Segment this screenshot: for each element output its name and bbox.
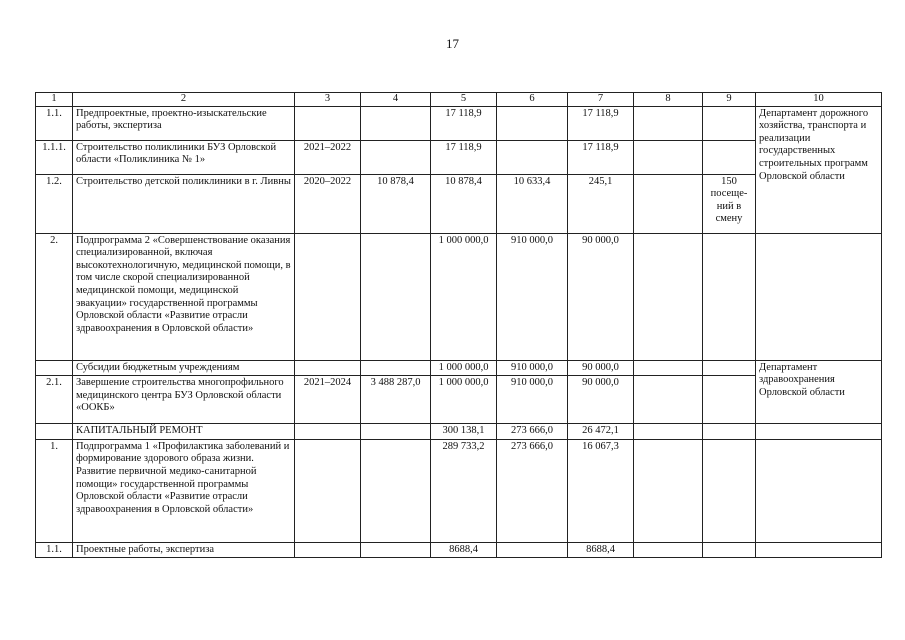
row-col7: 90 000,0: [568, 360, 634, 376]
row-number: [36, 424, 73, 440]
row-col8: [634, 106, 703, 140]
executor-cell: [756, 439, 882, 542]
row-col7: 26 472,1: [568, 424, 634, 440]
row-col6: 273 666,0: [497, 424, 568, 440]
table-row: [36, 233, 882, 360]
row-col6: [497, 106, 568, 140]
program-table: [35, 92, 882, 558]
table-row: [36, 376, 882, 424]
row-col8: [634, 233, 703, 360]
row-name: Строительство поликлиники БУЗ Орловской области «Поликлиника № 1»: [73, 140, 295, 174]
row-col7: 90 000,0: [568, 376, 634, 424]
header-cell: 9: [703, 93, 756, 107]
row-col6: [497, 542, 568, 558]
row-col8: [634, 439, 703, 542]
row-name: Строительство детской поликлиники в г. Ливны: [73, 174, 295, 233]
table-row: [36, 424, 882, 440]
row-number: 1.1.: [36, 542, 73, 558]
row-col6: 273 666,0: [497, 439, 568, 542]
row-col9: [703, 106, 756, 140]
row-period: 2021–2024: [295, 376, 361, 424]
header-row: [36, 93, 882, 107]
row-period: 2020–2022: [295, 174, 361, 233]
row-name: Завершение строительства многопрофильного медицинского центра БУЗ Орловской области «ООКБ»: [73, 376, 295, 424]
row-name: Предпроектные, проектно-изыскательские работы, экспертиза: [73, 106, 295, 140]
table-row: [36, 360, 882, 376]
header-cell: 5: [431, 93, 497, 107]
row-name: КАПИТАЛЬНЫЙ РЕМОНТ: [73, 424, 295, 440]
table-row: [36, 174, 882, 233]
row-name: Подпрограмма 2 «Совершенствование оказания специализированной, включая высокотехнологичную, медицинской помощи, в том числе скорой специализированной медицинской помощи, медицинской эвакуации» государственной программы Орловской области «Развитие отрасли здравоохранения в Орловской области»: [73, 233, 295, 360]
row-col6: 10 633,4: [497, 174, 568, 233]
row-period: [295, 106, 361, 140]
header-cell: 10: [756, 93, 882, 107]
row-cost-total: [361, 439, 431, 542]
row-col5: 1 000 000,0: [431, 360, 497, 376]
row-col5: 8688,4: [431, 542, 497, 558]
row-col5: 289 733,2: [431, 439, 497, 542]
row-name: Субсидии бюджетным учреждениям: [73, 360, 295, 376]
row-col6: 910 000,0: [497, 233, 568, 360]
row-col7: 245,1: [568, 174, 634, 233]
row-name: Подпрограмма 1 «Профилактика заболеваний и формирование здорового образа жизни. Развитие первичной медико-санитарной помощи» государственной программы Орловской области «Развитие отрасли здравоохранения в Орловской области»: [73, 439, 295, 542]
table-row: [36, 439, 882, 542]
executor-cell: [756, 233, 882, 360]
row-col6: [497, 140, 568, 174]
executor-cell: Департамент здравоохранения Орловской области: [756, 360, 882, 424]
row-number: 2.1.: [36, 376, 73, 424]
row-col9: [703, 376, 756, 424]
row-period: [295, 542, 361, 558]
row-cost-total: [361, 424, 431, 440]
row-period: 2021–2022: [295, 140, 361, 174]
row-col8: [634, 542, 703, 558]
row-col9: [703, 140, 756, 174]
row-col8: [634, 140, 703, 174]
header-cell: 8: [634, 93, 703, 107]
row-col5: 17 118,9: [431, 106, 497, 140]
row-number: 2.: [36, 233, 73, 360]
row-col9: [703, 439, 756, 542]
row-cost-total: [361, 542, 431, 558]
row-name: Проектные работы, экспертиза: [73, 542, 295, 558]
row-period: [295, 439, 361, 542]
row-col9: [703, 360, 756, 376]
row-number: 1.: [36, 439, 73, 542]
page-number: 17: [446, 36, 459, 51]
executor-cell: [756, 542, 882, 558]
row-period: [295, 233, 361, 360]
row-col9: [703, 424, 756, 440]
row-cost-total: 3 488 287,0: [361, 376, 431, 424]
table-row: [36, 106, 882, 140]
row-cost-total: [361, 140, 431, 174]
row-cost-total: [361, 106, 431, 140]
row-col5: 17 118,9: [431, 140, 497, 174]
table-row: [36, 140, 882, 174]
row-period: [295, 424, 361, 440]
row-cost-total: 10 878,4: [361, 174, 431, 233]
header-cell: 4: [361, 93, 431, 107]
row-col7: 17 118,9: [568, 106, 634, 140]
table-row: [36, 542, 882, 558]
row-col5: 10 878,4: [431, 174, 497, 233]
row-period: [295, 360, 361, 376]
row-col7: 17 118,9: [568, 140, 634, 174]
row-number: 1.2.: [36, 174, 73, 233]
row-col8: [634, 174, 703, 233]
row-col7: 90 000,0: [568, 233, 634, 360]
row-number: [36, 360, 73, 376]
row-col8: [634, 424, 703, 440]
executor-cell: [756, 424, 882, 440]
header-cell: 3: [295, 93, 361, 107]
row-number: 1.1.1.: [36, 140, 73, 174]
row-col6: 910 000,0: [497, 360, 568, 376]
executor-cell: Департамент дорожного хозяйства, транспорта и реализации государственных строительных программ Орловской области: [756, 106, 882, 233]
row-col8: [634, 376, 703, 424]
row-col9: [703, 233, 756, 360]
row-col9: [703, 542, 756, 558]
row-col5: 300 138,1: [431, 424, 497, 440]
header-cell: 1: [36, 93, 73, 107]
row-col5: 1 000 000,0: [431, 233, 497, 360]
row-col6: 910 000,0: [497, 376, 568, 424]
row-col5: 1 000 000,0: [431, 376, 497, 424]
row-number: 1.1.: [36, 106, 73, 140]
row-col8: [634, 360, 703, 376]
header-cell: 7: [568, 93, 634, 107]
header-cell: 2: [73, 93, 295, 107]
row-col7: 16 067,3: [568, 439, 634, 542]
row-col7: 8688,4: [568, 542, 634, 558]
header-cell: 6: [497, 93, 568, 107]
row-cost-total: [361, 360, 431, 376]
row-cost-total: [361, 233, 431, 360]
row-col9: 150 посеще-ний в смену: [703, 174, 756, 233]
